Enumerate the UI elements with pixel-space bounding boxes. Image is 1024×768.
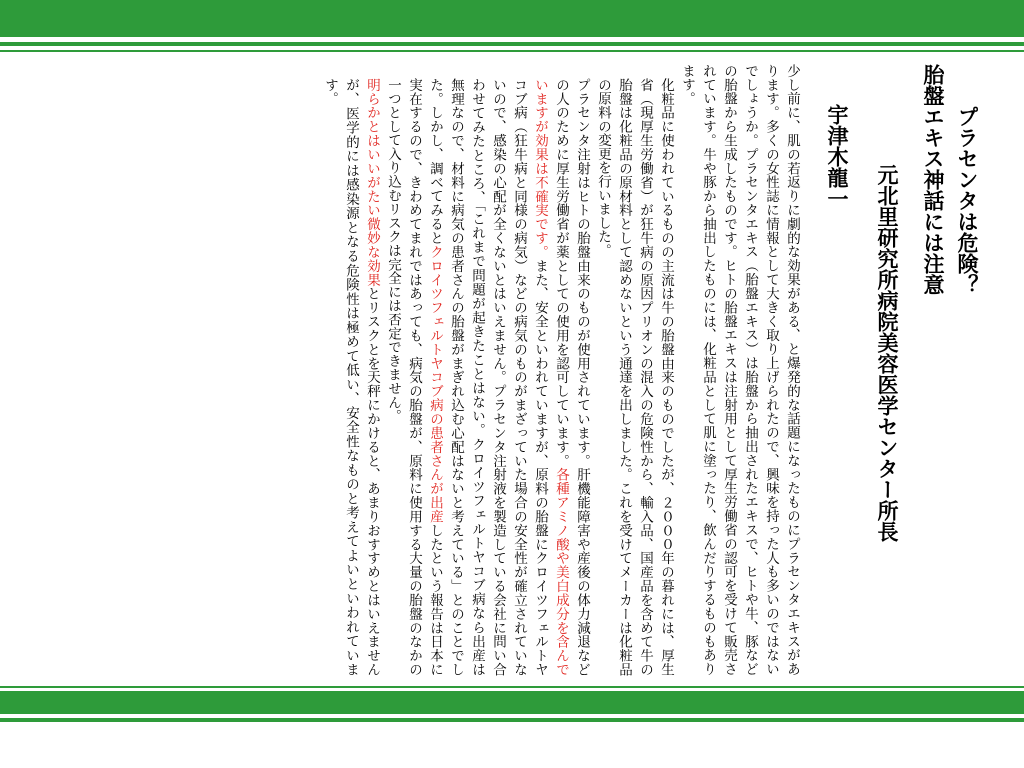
title-line-2: 胎盤エキス神話には注意 [921, 64, 945, 295]
paragraph-3-text-b: また、安全といわれていますが、原料の胎盤にクロイツフェルトヤコブ病（狂牛病と同様の病気）などの病気のものがまざっていた場合の安全性が確立されていないので、感染の心配が全くないとはいえません。プラセンタ注射液を製造している会社に問い合わせてみたところ、「これまで問題が起きたことはない。クロイツフェルトヤコブ病なら出産は無理なので、材料に病気の患者さんの胎盤がまぎれ込む心配はないと考えている」とのことでした。しかし、調べてみると [427, 77, 548, 677]
paragraph-4-text: とリスクとを天秤にかけると、あまりおすすめとはいえませんが、医学的には感染源となる危険性は極めて低い、安全性なものと考えてよいといわれています。 [322, 77, 380, 677]
author-name: 宇津木龍一 [825, 104, 849, 209]
paragraph-4 [319, 64, 382, 676]
top-band [0, 0, 1024, 37]
article-title [916, 64, 984, 676]
title-line-1: プラセンタは危険？ [955, 106, 979, 295]
paragraph-3-emphasis-2: クロイツフェルトヤコブ病の患者さんが出産 [427, 244, 443, 523]
paragraph-1: 少し前に、肌の若返りに劇的な効果がある、と爆発的な話題になったものにプラセンタエキスがあります。多くの女性誌に情報として大きく取り上げられたので、興味を持った人も多いのではないでしょうか。プラセンタエキス（胎盤エキス）は胎盤から抽出されたエキスで、ヒトや牛、豚などの胎盤から生成したものです。ヒトの胎盤エキスは注射用として厚生労働省の認可を受けて販売されています。牛や豚から抽出したものには、化粧品として肌に塗ったり、飲んだりするものもあります。 [679, 64, 800, 676]
paragraph-3-emphasis: 各種アミノ酸や美白成分を含んでいますが効果は不確実です。 [532, 77, 569, 676]
paragraph-4-emphasis: 明らかとはいいがたい微妙な効果 [364, 77, 380, 287]
bottom-band [0, 691, 1024, 714]
paragraph-3-text-a: プラセンタ注射はヒトの胎盤由来のものが使用されています。肝機能障害や産後の体力減退などの人のために厚生労働省が薬としての使用を認可しています。 [553, 77, 590, 676]
paragraph-2: 化粧品に使われているものの主流は牛の胎盤由来のものでしたが、２０００年の暮れには、厚生省（現厚生労働省）が狂牛病の原因プリオンの混入の危険性から、輸入品、国産品を含めて牛の胎盤は化粧品の原材料として認めないという通達を出しました。これを受けてメーカーは化粧品の原料の変更を行いました。 [595, 77, 674, 676]
author-affiliation: 元北里研究所病院美容医学センター所長 [875, 164, 899, 542]
top-rule-thin [0, 50, 1024, 52]
paragraph-3 [382, 64, 592, 676]
top-rule [0, 42, 1024, 46]
bottom-rule [0, 718, 1024, 722]
paragraph-3-text-c: したという報告は日本に実在するので、きわめてまれではあっても、病気の胎盤が、原料に使用する大量の胎盤のなかの一つとして入り込むリスクは完全には否定できません。 [385, 77, 443, 676]
article [319, 64, 984, 676]
bottom-rule-thin [0, 686, 1024, 688]
article-body [319, 64, 802, 676]
